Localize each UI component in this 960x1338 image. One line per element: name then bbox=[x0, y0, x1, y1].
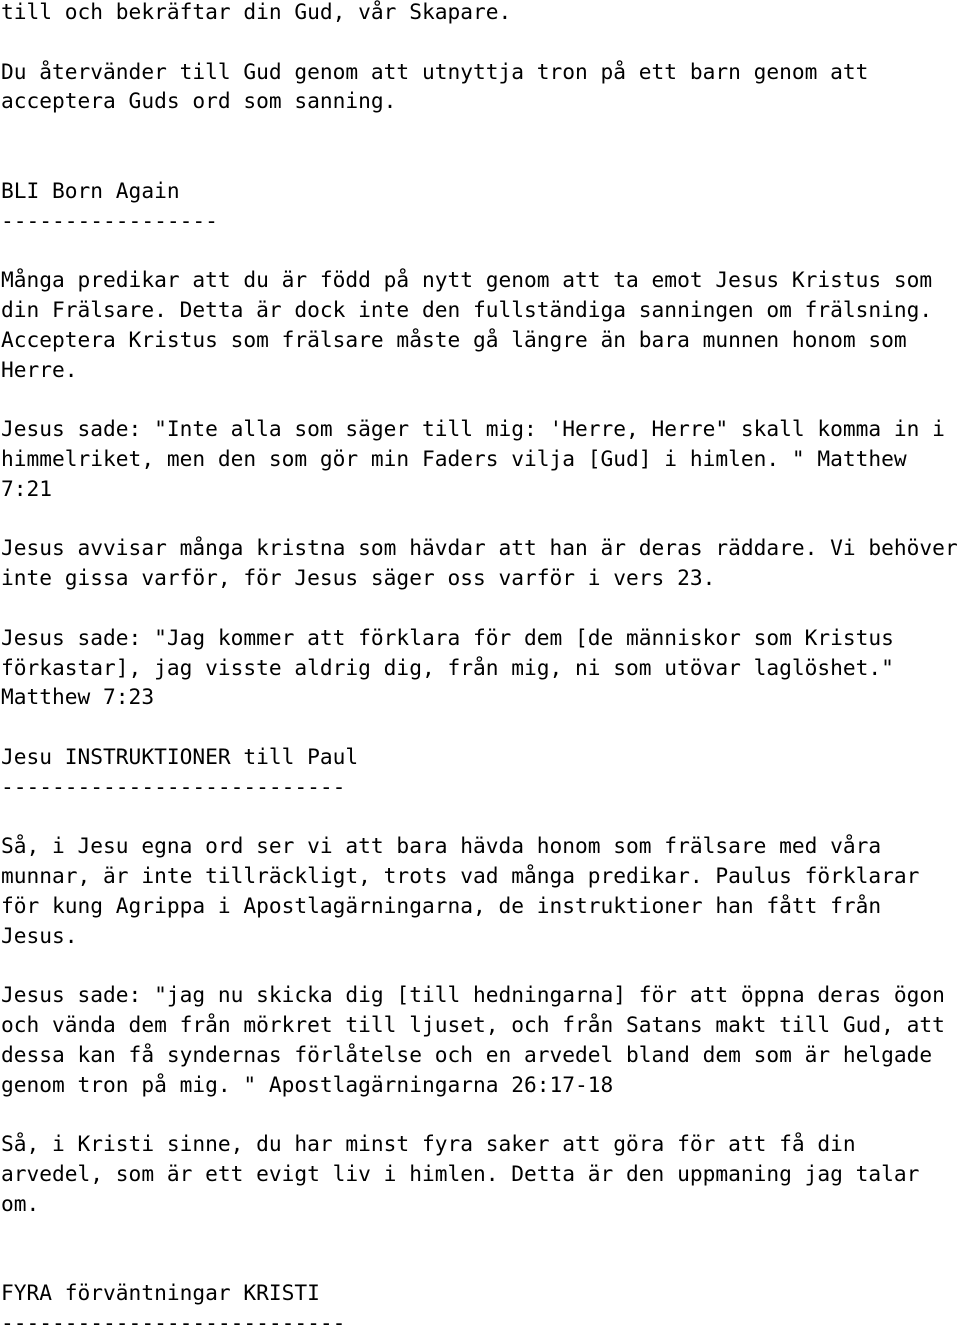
section-heading: BLI Born Again bbox=[1, 177, 180, 203]
blank-line bbox=[1, 802, 959, 832]
text-line: Jesus sade: "Jag kommer att förklara för dem [de människor som Kristus bbox=[1, 624, 894, 650]
text-line: och vända dem från mörkret till ljuset, och från Satans makt till Gud, att bbox=[1, 1012, 945, 1038]
heading-underline: --------------------------- bbox=[1, 1310, 346, 1336]
blank-line bbox=[1, 712, 959, 742]
text-line: himmelriket, men den som gör min Faders vilja [Gud] i himlen. " Matthew bbox=[1, 445, 907, 471]
heading-underline: ----------------- bbox=[1, 207, 218, 233]
text-line: acceptera Guds ord som sanning. bbox=[1, 88, 397, 114]
text-line: Jesus. bbox=[1, 922, 78, 948]
text-line: Så, i Kristi sinne, du har minst fyra saker att göra för att få din bbox=[1, 1131, 856, 1157]
text-line: Jesus sade: "Inte alla som säger till mig: 'Herre, Herre" skall komma in i bbox=[1, 416, 945, 442]
section-heading: FYRA förväntningar KRISTI bbox=[1, 1280, 320, 1306]
blank-line bbox=[1, 146, 959, 176]
text-line: om. bbox=[1, 1190, 40, 1216]
blank-line bbox=[1, 235, 959, 265]
text-line: Matthew 7:23 bbox=[1, 684, 155, 710]
text-line: Herre. bbox=[1, 356, 78, 382]
text-line: inte gissa varför, för Jesus säger oss varför i vers 23. bbox=[1, 565, 716, 591]
blank-line bbox=[1, 27, 959, 57]
text-line: Jesus sade: "jag nu skicka dig [till hedningarna] för att öppna deras ögon bbox=[1, 982, 945, 1008]
blank-line bbox=[1, 1219, 959, 1249]
blank-line bbox=[1, 1248, 959, 1278]
text-line: Du återvänder till Gud genom att utnyttja tron på ett barn genom att bbox=[1, 58, 869, 84]
blank-line bbox=[1, 951, 959, 981]
text-line: dessa kan få syndernas förlåtelse och en arvedel bland dem som är helgade bbox=[1, 1041, 933, 1067]
text-line: munnar, är inte tillräckligt, trots vad många predikar. Paulus förklarar bbox=[1, 863, 920, 889]
text-line: Så, i Jesu egna ord ser vi att bara hävda honom som frälsare med våra bbox=[1, 833, 882, 859]
heading-underline: --------------------------- bbox=[1, 773, 346, 799]
text-line: Jesus avvisar många kristna som hävdar att han är deras räddare. Vi behöver bbox=[1, 535, 958, 561]
text-line: genom tron på mig. " Apostlagärningarna 26:17-18 bbox=[1, 1071, 614, 1097]
blank-line bbox=[1, 116, 959, 146]
blank-line bbox=[1, 384, 959, 414]
blank-line bbox=[1, 504, 959, 534]
text-line: förkastar], jag visste aldrig dig, från mig, ni som utövar laglöshet." bbox=[1, 654, 894, 680]
section-heading: Jesu INSTRUKTIONER till Paul bbox=[1, 743, 359, 769]
document-body bbox=[1, 0, 959, 1338]
text-line: till och bekräftar din Gud, vår Skapare. bbox=[1, 0, 512, 24]
text-line: din Frälsare. Detta är dock inte den fullständiga sanningen om frälsning. bbox=[1, 296, 933, 322]
blank-line bbox=[1, 1099, 959, 1129]
text-line: Acceptera Kristus som frälsare måste gå längre än bara munnen honom som bbox=[1, 326, 907, 352]
text-line: för kung Agrippa i Apostlagärningarna, de instruktioner han fått från bbox=[1, 892, 882, 918]
blank-line bbox=[1, 593, 959, 623]
text-line: 7:21 bbox=[1, 475, 53, 501]
text-line: Många predikar att du är född på nytt genom att ta emot Jesus Kristus som bbox=[1, 267, 933, 293]
text-line: arvedel, som är ett evigt liv i himlen. Detta är den uppmaning jag talar bbox=[1, 1161, 920, 1187]
